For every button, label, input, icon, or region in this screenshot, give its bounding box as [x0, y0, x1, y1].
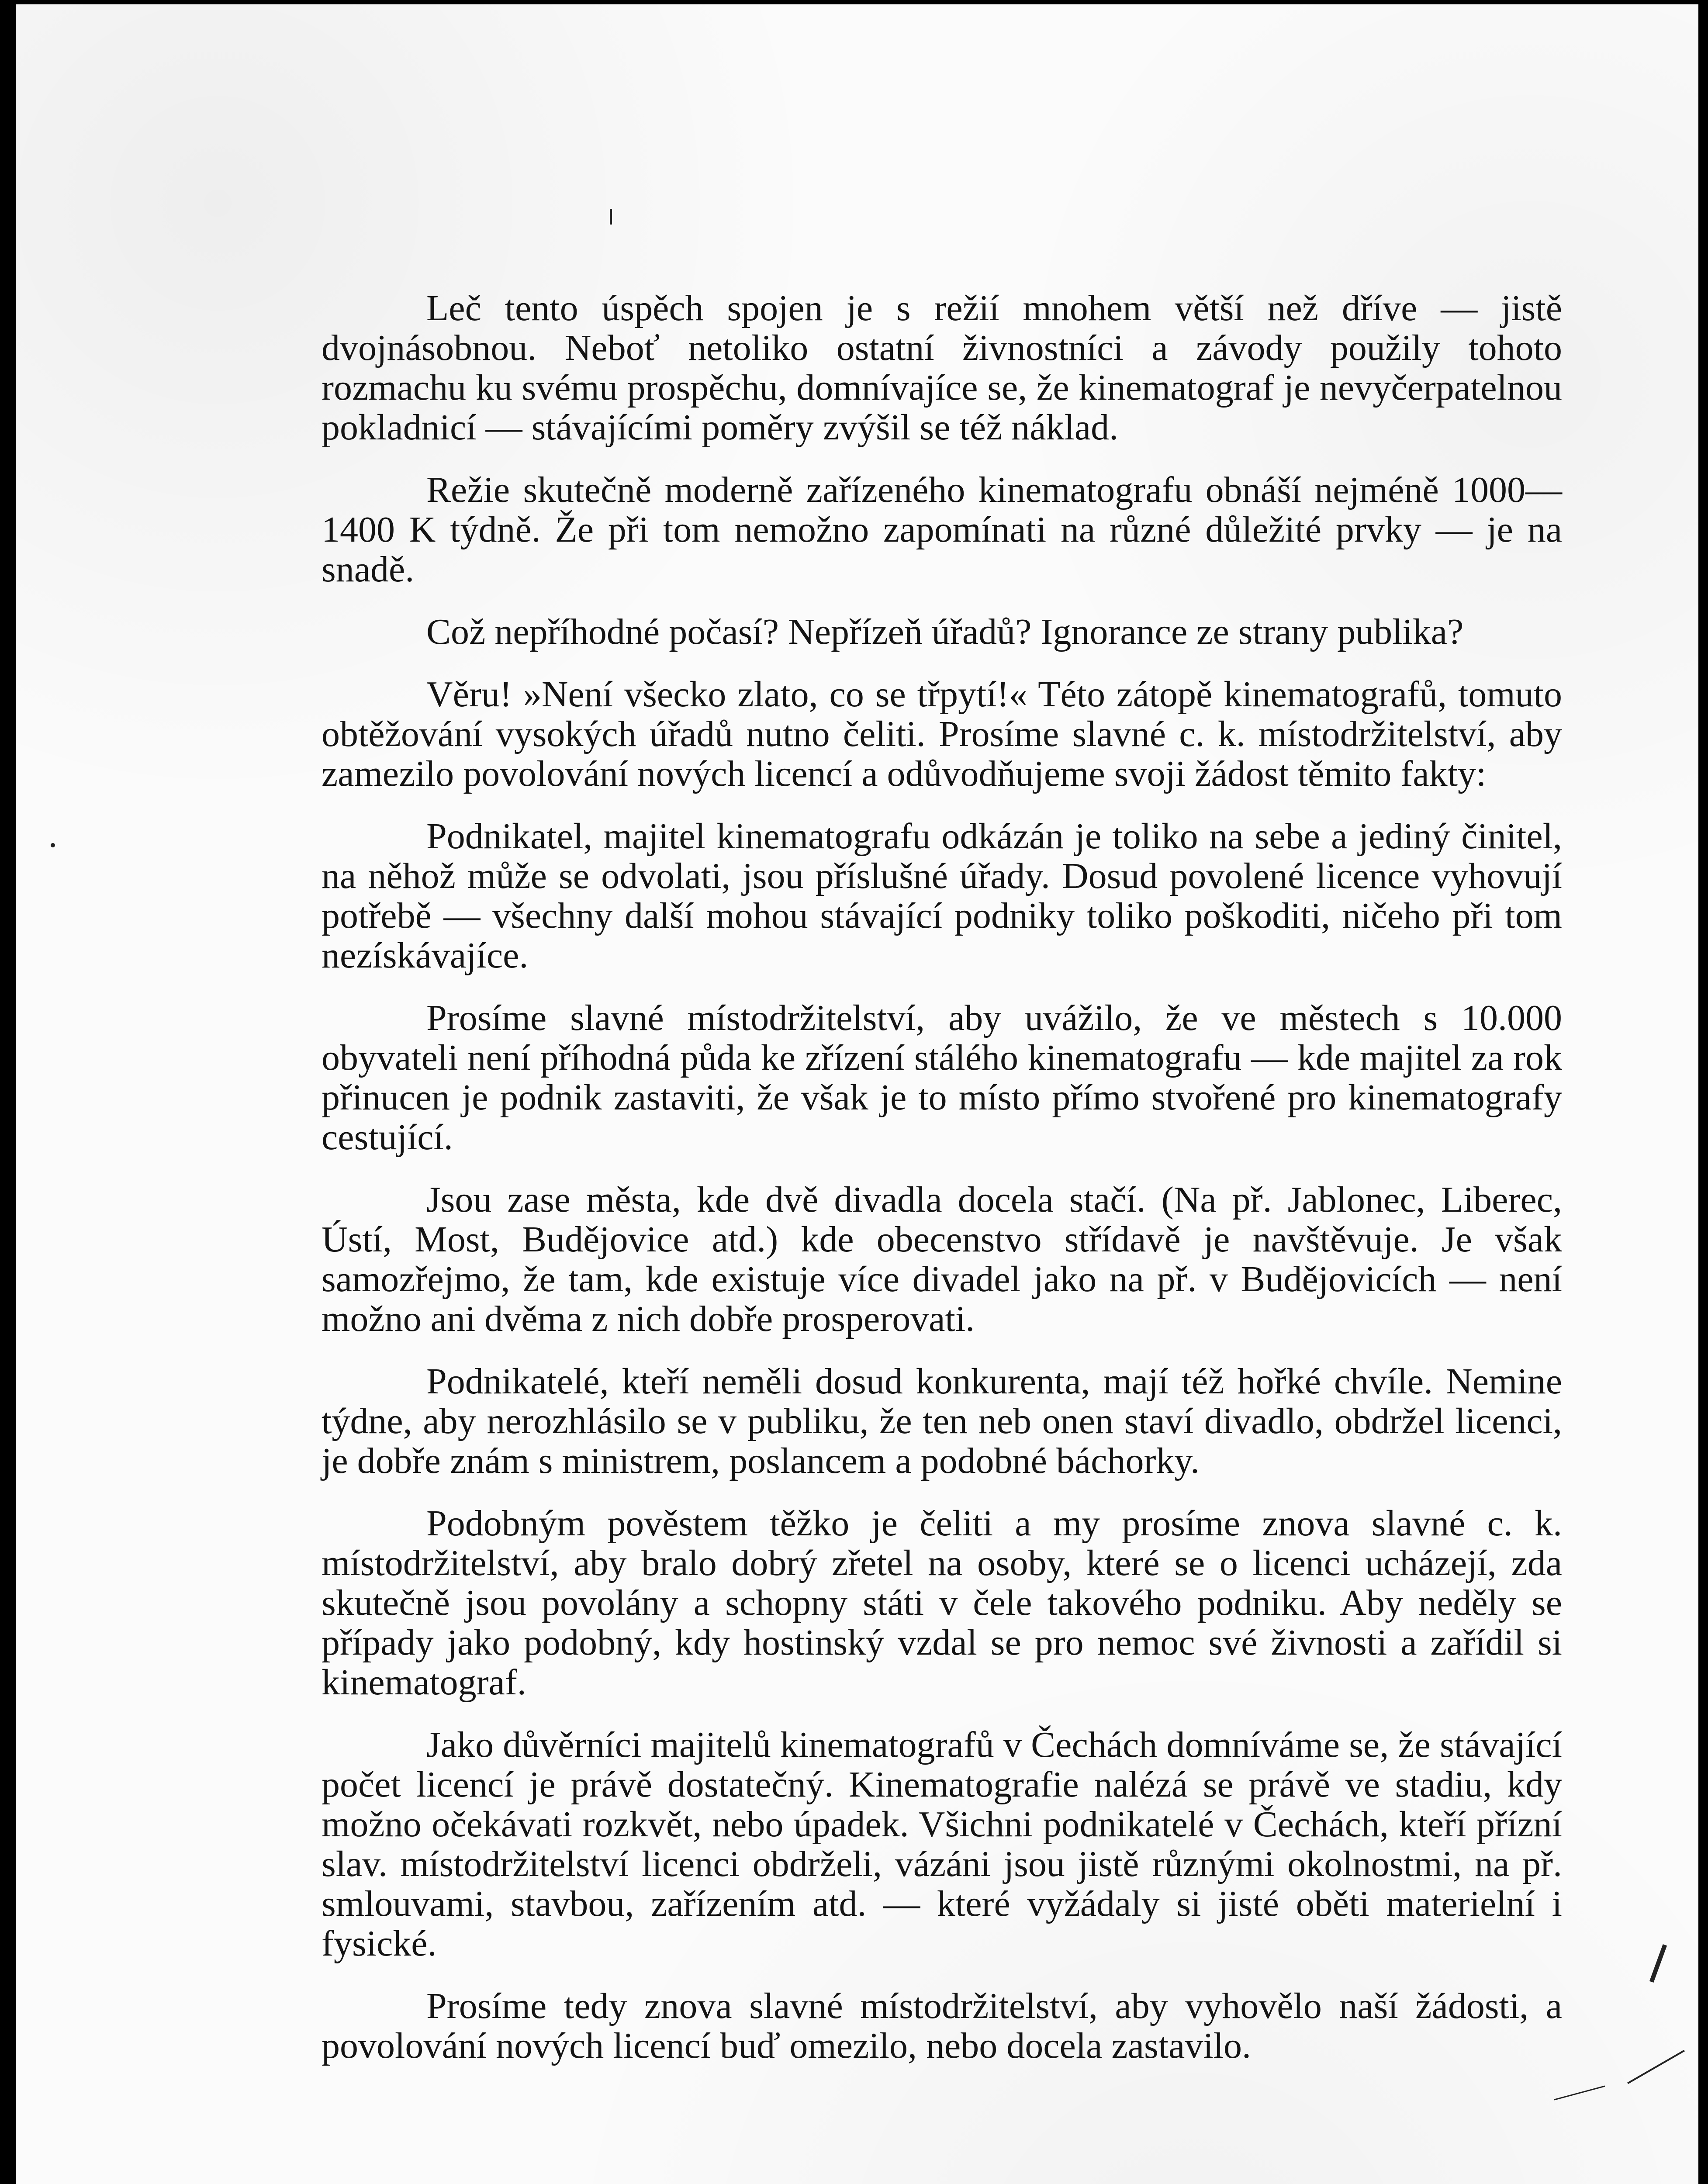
ink-speck	[51, 843, 55, 847]
ink-speck	[610, 209, 612, 225]
paragraph: Jsou zase města, kde dvě divadla docela stačí. (Na př. Jablonec, Liberec, Ústí, Most, Budějovice atd.) kde obecenstvo střídavě je navštěvuje. Je však samozřejmo, že tam, kde existuje více divadel jako na př. v Budějovicích — není možno ani dvěma z nich dobře prosperovati.	[322, 1179, 1562, 1339]
paragraph: Prosíme slavné místodržitelství, aby uvážilo, že ve městech s 10.000 obyvateli není příhodná půda ke zřízení stálého kinematografu — kde majitel za rok přinucen je podnik zastaviti, že však je to místo přímo stvořené pro kinematografy cestující.	[322, 998, 1562, 1158]
page-body-text	[322, 288, 1562, 2066]
paragraph: Leč tento úspěch spojen je s režií mnohem větší než dříve — jistě dvojnásobnou. Neboť netoliko ostatní živnostníci a závody použily tohoto rozmachu ku svému prospěchu, domnívajíce se, že kinematograf je nevyčerpatelnou pokladnicí — stávajícími poměry zvýšil se též náklad.	[322, 288, 1562, 448]
ink-speck	[1649, 1944, 1667, 1983]
paragraph: Podobným pověstem těžko je čeliti a my prosíme znova slavné c. k. místodržitelství, aby bralo dobrý zřetel na osoby, které se o licenci ucházejí, zda skutečně jsou povolány a schopny státi v čele takového podniku. Aby neděly se případy jako podobný, kdy hostinský vzdal se pro nemoc své živnosti a zařídil si kinematograf.	[322, 1503, 1562, 1703]
paragraph: Podnikatelé, kteří neměli dosud konkurenta, mají též hořké chvíle. Nemine týdne, aby nerozhlásilo se v publiku, že ten neb onen staví divadlo, obdržel licenci, je dobře znám s ministrem, poslancem a podobné báchorky.	[322, 1361, 1562, 1481]
book-page	[16, 4, 1698, 2184]
paragraph: Což nepříhodné počasí? Nepřízeň úřadů? Ignorance ze strany publika?	[426, 612, 1464, 652]
ink-speck	[1554, 2086, 1605, 2101]
paragraph: Jako důvěrníci majitelů kinematografů v Čechách domníváme se, že stávající počet licencí je právě dostatečný. Kinematografie nalézá se právě ve stadiu, kdy možno očekávati rozkvět, nebo úpadek. Všichni podnikatelé v Čechách, kteří přízní slav. místodržitelství licenci obdrželi, vázáni jsou jistě různými okolnostmi, na př. smlouvami, stavbou, zařízením atd. — které vyžádaly si jisté oběti materielní i fysické.	[322, 1724, 1562, 1964]
ink-speck	[1627, 2050, 1685, 2084]
paragraph: Režie skutečně moderně zařízeného kinematografu obnáší nejméně 1000—1400 K týdně. Že při tom nemožno zapomínati na různé důležité prvky — je na snadě.	[322, 470, 1562, 590]
paragraph: Podnikatel, majitel kinematografu odkázán je toliko na sebe a jediný činitel, na něhož může se odvolati, jsou příslušné úřady. Dosud povolené licence vyhovují potřebě — všechny další mohou stávající podniky toliko poškoditi, ničeho při tom nezískávajíce.	[322, 816, 1562, 976]
paragraph: Věru! »Není všecko zlato, co se třpytí!« Této zátopě kinematografů, tomuto obtěžování vysokých úřadů nutno čeliti. Prosíme slavné c. k. místodržitelství, aby zamezilo povolování nových licencí a odůvodňujeme svoji žádost těmito fakty:	[322, 674, 1562, 794]
paragraph: Prosíme tedy znova slavné místodržitelství, aby vyhovělo naší žádosti, a povolování nových licencí buď omezilo, nebo docela zastavilo.	[322, 1986, 1562, 2066]
